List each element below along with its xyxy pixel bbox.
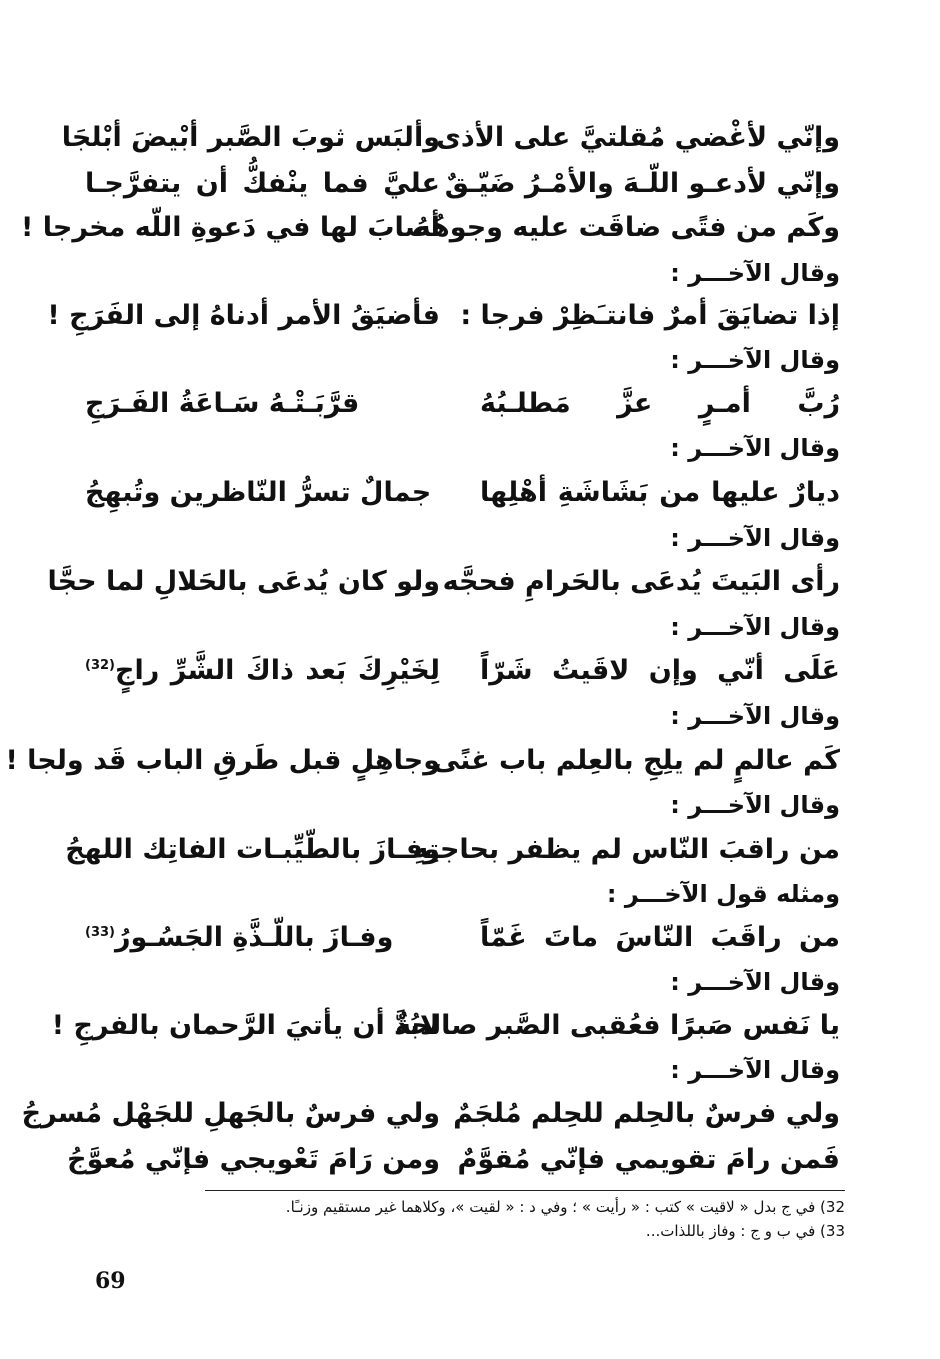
verse-second-hemistich: ولي فرسٌ بالجَهلِ للجَهْل مُسرجُ xyxy=(21,1098,440,1129)
verse-second-hemistich: ولو كان يُدعَى بالحَلالِ لما حجَّا xyxy=(47,566,440,597)
footnote-reference[interactable]: (32) xyxy=(85,658,115,673)
verse-second-hemistich: وفـازَ باللّـذَّةِ الجَسُـورُ xyxy=(115,922,394,953)
poet-attribution: وقال الآخـــر : xyxy=(670,791,840,819)
verse-first-hemistich: ولي فرسٌ بالحِلم للحِلم مُلجَمٌ xyxy=(453,1098,840,1129)
verse-second-hemistich: أصابَ لها في دَعوةِ اللّه مخرجا ! xyxy=(21,212,440,243)
footnote-33: 33) في ب و ج : وفاز باللذات... xyxy=(645,1222,845,1240)
verse-second-hemistich: لابُدَّ أن يأتيَ الرَّحمان بالفرجِ ! xyxy=(51,1010,440,1041)
verse-first-hemistich: من راقَبَ النّاسَ ماتَ غَمّاً xyxy=(480,922,840,953)
verse-first-hemistich: كَم عالمٍ لم يلِجِ بالعِلم باب غنًى xyxy=(432,745,840,776)
verse-first-hemistich: من راقبَ النّاس لم يظفر بحاجتِهِ xyxy=(412,834,840,865)
verse-first-hemistich: عَلَى أنّي وإن لاقَيتُ شَرّاً xyxy=(480,655,840,686)
verse-second-hemistich: قرَّبَـتْـهُ سَـاعَةُ الفَـرَجِ xyxy=(85,388,360,419)
verse-first-hemistich: يا نَفس صَبرًا فعُقبى الصَّبر صالحةٌ xyxy=(395,1010,840,1041)
poet-attribution: وقال الآخـــر : xyxy=(670,968,840,996)
verse-second-hemistich: وجاهِلٍ قبل طَرقِ الباب قَد ولجا ! xyxy=(5,745,440,776)
verse-first-hemistich: وكَم من فتًى ضاقَت عليه وجوهُهُ xyxy=(414,212,840,243)
verse-first-hemistich: رُبَّ أمـرٍ عزَّ مَطلـبُهُ xyxy=(480,388,840,419)
verse-second-hemistich: عليَّ فما ينْفكُّ أن يتفرَّجـا xyxy=(85,168,440,199)
verse-second-hemistich: لِخَيْرِكَ بَعد ذاكَ الشَّرِّ راجٍ xyxy=(115,655,440,686)
verse-second-hemistich: وألبَس ثوبَ الصَّبر أبْيضَ أبْلجَا xyxy=(61,122,440,153)
poet-attribution: وقال الآخـــر : xyxy=(670,434,840,462)
verse-first-hemistich: إذا تضايَقَ أمرٌ فانتـَظِرْ فرجا : xyxy=(460,300,840,331)
verse-first-hemistich: فَمن رامَ تقويمي فإنّي مُقوَّمٌ xyxy=(457,1144,840,1175)
footnote-32: 32) في ج بدل « لاقيت » كتب : « رأيت » ؛ وفي د : « لقيت »، وكلاهما غير مستقيم وزنـًا. xyxy=(285,1198,845,1216)
poet-attribution: وقال الآخـــر : xyxy=(670,524,840,552)
verse-second-hemistich: وفـازَ بالطّيِّبـات الفاتِك اللهجُ xyxy=(65,834,440,865)
verse-second-hemistich: ومن رَامَ تَعْويجي فإنّي مُعوَّجُ xyxy=(67,1144,440,1175)
poet-attribution: وقال الآخـــر : xyxy=(670,346,840,374)
verse-first-hemistich: وإنّي لأغْضي مُقلتيَّ على الأذى xyxy=(436,122,840,153)
verse-second-hemistich: فأضيَقُ الأمر أدناهُ إلى الفَرَجِ ! xyxy=(47,300,440,331)
page-number: 69 xyxy=(95,1268,126,1294)
verse-second-hemistich: جمالٌ تسرُّ النّاظرين وتُبهِجُ xyxy=(85,477,432,508)
poet-attribution: ومثله قول الآخـــر : xyxy=(606,880,840,908)
poet-attribution: وقال الآخـــر : xyxy=(670,702,840,730)
verse-first-hemistich: رأى البَيتَ يُدعَى بالحَرامِ فحجَّه xyxy=(442,566,840,597)
footnotes-section xyxy=(205,1190,845,1243)
verse-second-hemistich-wrapper xyxy=(85,918,440,958)
poet-attribution: وقال الآخـــر : xyxy=(670,1056,840,1084)
verse-first-hemistich: ديارٌ عليها من بَشَاشَةِ أهْلِها xyxy=(480,477,840,508)
poet-attribution: وقال الآخـــر : xyxy=(670,259,840,287)
poet-attribution: وقال الآخـــر : xyxy=(670,613,840,641)
footnote-reference[interactable]: (33) xyxy=(85,925,115,940)
verse-first-hemistich: وإنّي لأدعـو اللّـهَ والأمْـرُ ضَيّـقٌ xyxy=(444,168,840,199)
verse-second-hemistich-wrapper xyxy=(85,651,440,691)
